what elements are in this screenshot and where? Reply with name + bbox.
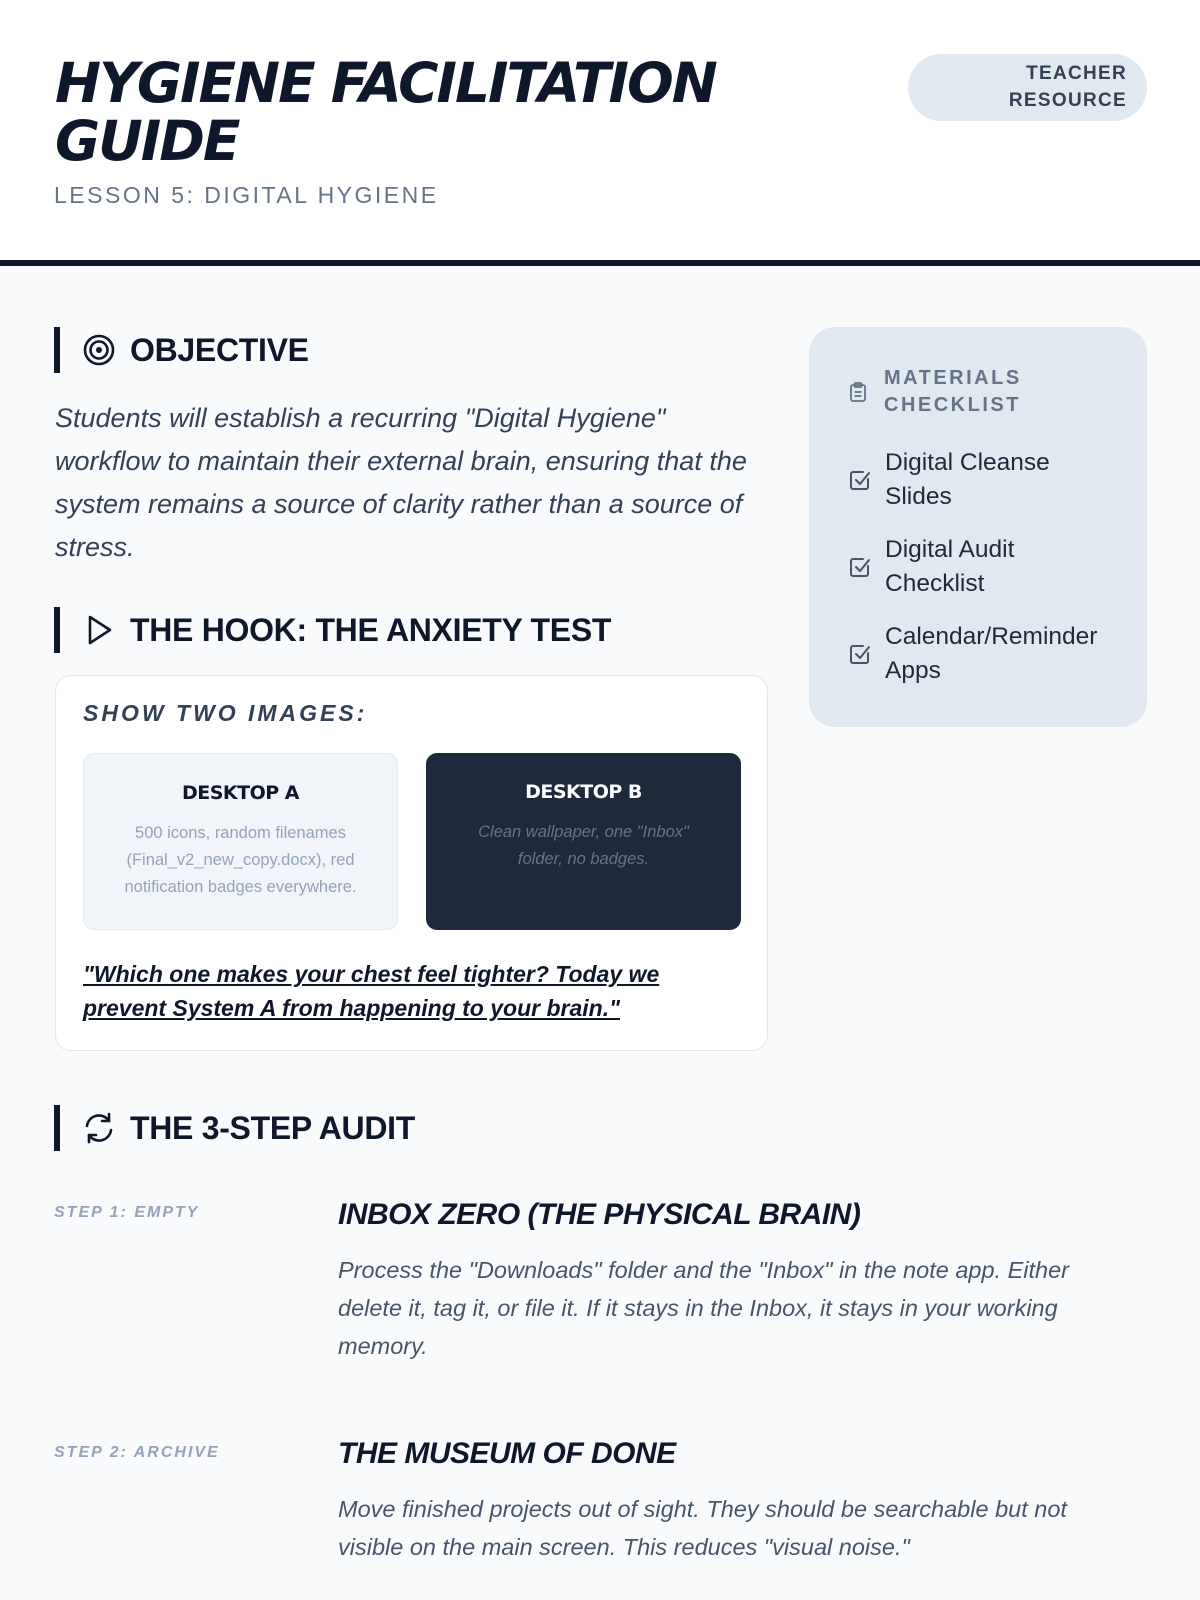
materials-title: MATERIALS CHECKLIST: [884, 367, 1022, 416]
materials-item: [847, 620, 1105, 688]
hook-card: [55, 675, 768, 1051]
lesson-subtitle: LESSON 5: DIGITAL HYGIENE: [54, 182, 439, 208]
objective-heading: [54, 327, 309, 373]
materials-item-label: Digital Audit Checklist: [885, 536, 1015, 597]
step-label: STEP 2: ARCHIVE: [54, 1444, 220, 1461]
desktop-b-title: DESKTOP B: [525, 781, 642, 803]
materials-item: [847, 446, 1105, 514]
step-description: Process the "Downloads" folder and the "Inbox" in the note app. Either delete it, tag it, or file it. If it stays in the Inbox, it stays in your working memory.: [338, 1257, 1069, 1359]
materials-item: [847, 533, 1105, 601]
step-description: Move finished projects out of sight. They should be searchable but not visible on the main screen. This reduces "visual noise.": [338, 1496, 1067, 1560]
hook-instruction: SHOW TWO IMAGES:: [83, 700, 368, 726]
step-title: THE MUSEUM OF DONE: [338, 1437, 676, 1470]
clipboard-icon: [847, 381, 869, 403]
desktop-b-description: Clean wallpaper, one "Inbox" folder, no badges.: [478, 823, 689, 868]
page-header: [0, 0, 1200, 266]
materials-item-label: Digital Cleanse Slides: [885, 449, 1050, 510]
materials-header: [847, 365, 1074, 419]
hook-title: THE HOOK: THE ANXIETY TEST: [130, 611, 612, 648]
desktop-b-card: [426, 753, 741, 930]
desktop-a-description: 500 icons, random filenames (Final_v2_new_copy.docx), red notification badges everywhere.: [124, 824, 357, 896]
audit-heading: [54, 1105, 415, 1151]
objective-text: Students will establish a recurring "Digital Hygiene" workflow to maintain their external brain, ensuring that the system remains a source of clarity rather than a source of stress.: [55, 403, 747, 562]
materials-item-label: Calendar/Reminder Apps: [885, 623, 1098, 684]
checkbox-checked-icon: [847, 554, 873, 580]
step-title: INBOX ZERO (THE PHYSICAL BRAIN): [338, 1198, 861, 1231]
page-title: HYGIENE FACILITATION GUIDE: [55, 51, 716, 173]
audit-title: THE 3-STEP AUDIT: [130, 1109, 416, 1146]
hook-quote: "Which one makes your chest feel tighter? Today we prevent System A from happening to your brain.": [83, 961, 660, 1021]
teacher-resource-badge: TEACHER RESOURCE: [908, 54, 1147, 121]
hook-heading: [54, 607, 611, 653]
checkbox-checked-icon: [847, 641, 873, 667]
materials-checklist: [809, 327, 1147, 727]
refresh-icon: [82, 1111, 116, 1145]
checkbox-checked-icon: [847, 467, 873, 493]
step-label: STEP 1: EMPTY: [54, 1204, 200, 1221]
desktop-a-card: [83, 753, 398, 930]
objective-title: OBJECTIVE: [130, 331, 309, 368]
target-icon: [82, 333, 116, 367]
desktop-a-title: DESKTOP A: [181, 782, 299, 804]
play-icon: [82, 613, 116, 647]
